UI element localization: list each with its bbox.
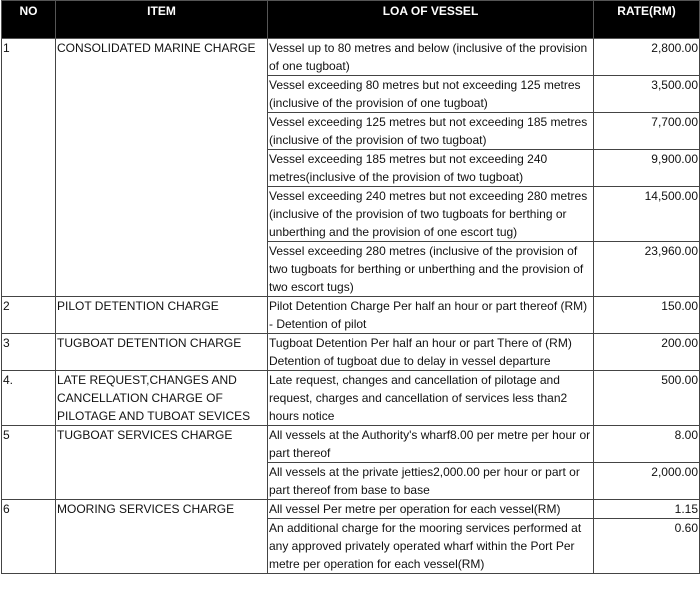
header-no: NO [2, 1, 56, 39]
rate-value: 2,000.00 [594, 463, 700, 500]
header-row [2, 1, 700, 39]
loa-description: All vessels at the Authority's wharf8.00 per metre per hour or part thereof [268, 426, 594, 463]
row-number: 4. [2, 371, 56, 426]
charge-item: PILOT DETENTION CHARGE [56, 297, 268, 334]
charge-item: LATE REQUEST,CHANGES AND CANCELLATION CHARGE OF PILOTAGE AND TUBOAT SEVICES [56, 371, 268, 426]
loa-description: Tugboat Detention Per half an hour or part There of (RM) Detention of tugboat due to delay in vessel departure [268, 334, 594, 371]
rate-value: 1.15 [594, 500, 700, 519]
rate-value: 14,500.00 [594, 187, 700, 242]
table-row [2, 500, 700, 519]
charge-item: CONSOLIDATED MARINE CHARGE [56, 39, 268, 297]
rate-value: 200.00 [594, 334, 700, 371]
loa-description: Pilot Detention Charge Per half an hour or part thereof (RM) - Detention of pilot [268, 297, 594, 334]
row-number: 6 [2, 500, 56, 574]
rate-value: 150.00 [594, 297, 700, 334]
charge-item: TUGBOAT SERVICES CHARGE [56, 426, 268, 500]
rate-value: 0.60 [594, 519, 700, 574]
table-row [2, 334, 700, 371]
table-row [2, 426, 700, 463]
loa-description: Vessel exceeding 280 metres (inclusive of the provision of two tugboats for berthing or unberthing and the provision of two escort tugs) [268, 242, 594, 297]
loa-description: Vessel exceeding 125 metres but not exceeding 185 metres (inclusive of the provision of two tugboat) [268, 113, 594, 150]
row-number: 3 [2, 334, 56, 371]
rate-value: 500.00 [594, 371, 700, 426]
rate-value: 9,900.00 [594, 150, 700, 187]
charge-item: MOORING SERVICES CHARGE [56, 500, 268, 574]
loa-description: Vessel exceeding 185 metres but not exceeding 240 metres(inclusive of the provision of two tugboat) [268, 150, 594, 187]
row-number: 1 [2, 39, 56, 297]
loa-description: An additional charge for the mooring services performed at any approved privately operated wharf within the Port Per metre per operation for each vessel(RM) [268, 519, 594, 574]
header-rate: RATE(RM) [594, 1, 700, 39]
rate-value: 8.00 [594, 426, 700, 463]
header-loa: LOA OF VESSEL [268, 1, 594, 39]
table-row [2, 371, 700, 426]
charge-item: TUGBOAT DETENTION CHARGE [56, 334, 268, 371]
rate-value: 7,700.00 [594, 113, 700, 150]
loa-description: Vessel exceeding 240 metres but not exceeding 280 metres (inclusive of the provision of two tugboats for berthing or unberthing and the provision of one escort tug) [268, 187, 594, 242]
header-item: ITEM [56, 1, 268, 39]
loa-description: All vessel Per metre per operation for each vessel(RM) [268, 500, 594, 519]
rate-value: 2,800.00 [594, 39, 700, 76]
loa-description: Vessel up to 80 metres and below (inclusive of the provision of one tugboat) [268, 39, 594, 76]
port-charges-table [1, 0, 700, 574]
rate-value: 23,960.00 [594, 242, 700, 297]
loa-description: All vessels at the private jetties2,000.00 per hour or part or part thereof from base to base [268, 463, 594, 500]
row-number: 5 [2, 426, 56, 500]
row-number: 2 [2, 297, 56, 334]
table-row [2, 297, 700, 334]
rate-value: 3,500.00 [594, 76, 700, 113]
table-row [2, 39, 700, 76]
loa-description: Vessel exceeding 80 metres but not exceeding 125 metres (inclusive of the provision of one tugboat) [268, 76, 594, 113]
loa-description: Late request, changes and cancellation of pilotage and request, charges and cancellation of services less than2 hours notice [268, 371, 594, 426]
